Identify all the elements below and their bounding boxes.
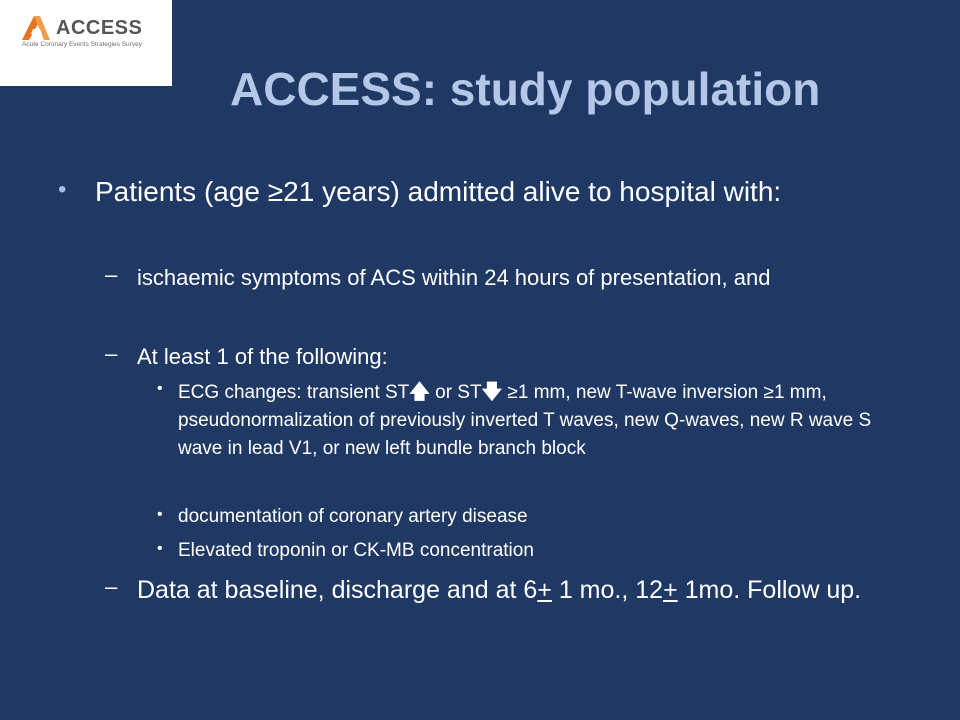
logo: [0, 0, 172, 86]
item-ecg: ECG changes: transient ST🡅 or ST🡇 ≥1 mm, new T-wave inversion ≥1 mm, pseudonormalization of previously inverted T waves, new Q-waves, new R wave S wave in lead V1, or new left bundle branch block: [178, 381, 872, 459]
slide-title: ACCESS: study population: [230, 63, 821, 115]
bullet-dot-icon: •: [58, 176, 67, 203]
dash-icon: –: [105, 262, 118, 287]
item-troponin: Elevated troponin or CK-MB concentration: [178, 540, 534, 561]
access-logo-icon: [20, 12, 52, 42]
bullet-dot-icon: •: [157, 380, 163, 397]
bullet-dot-icon: •: [157, 540, 163, 557]
bullet-patients: Patients (age ≥21 years) admitted alive to hospital with:: [95, 176, 782, 207]
arrow-up-icon: 🡅: [409, 381, 430, 403]
bullet-dot-icon: •: [157, 506, 163, 523]
logo-tagline: Acute Coronary Events Strategies Survey: [22, 41, 142, 48]
dash-icon: –: [105, 341, 118, 366]
item-cad: documentation of coronary artery disease: [178, 506, 528, 527]
sub-at-least: At least 1 of the following:: [137, 344, 388, 369]
sub-data-baseline: Data at baseline, discharge and at 6+ 1 mo., 12+ 1mo. Follow up.: [137, 576, 862, 604]
sub-ischaemic: ischaemic symptoms of ACS within 24 hours of presentation, and: [137, 265, 771, 290]
dash-icon: –: [105, 574, 118, 599]
logo-wordmark: ACCESS: [56, 17, 143, 39]
arrow-down-icon: 🡇: [481, 381, 503, 403]
